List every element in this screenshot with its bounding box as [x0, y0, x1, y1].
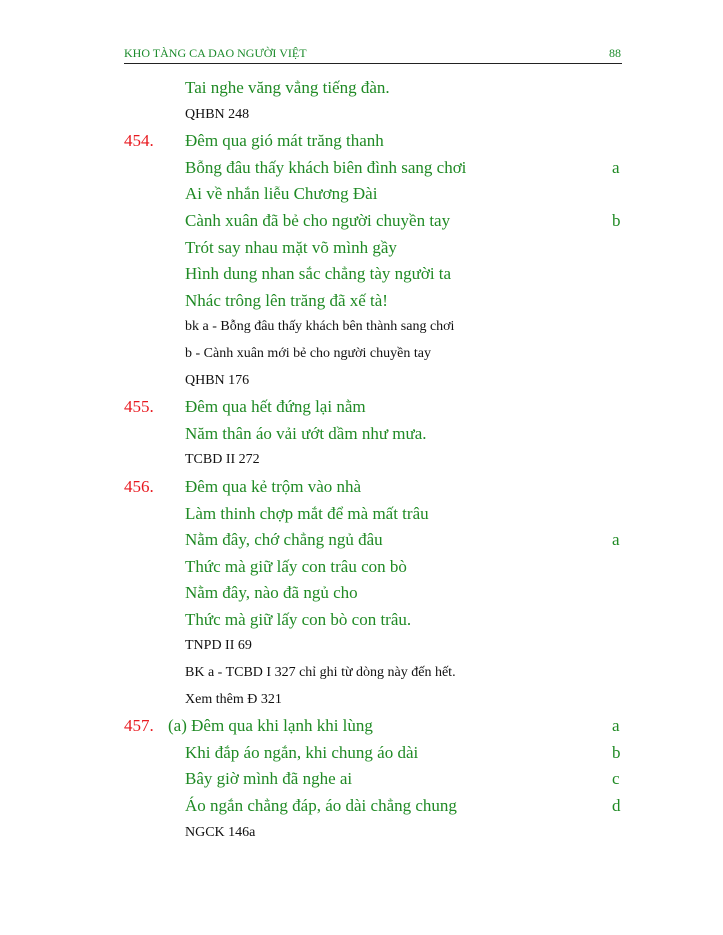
variant-marker: b: [612, 742, 621, 762]
verse-text: Ai về nhắn liễu Chương Đài: [185, 184, 378, 204]
verse-line: [0, 607, 723, 634]
verse-text: Khi đắp áo ngắn, khi chung áo dài: [185, 742, 419, 762]
verse-line: [0, 766, 723, 793]
verse-number: 454.: [124, 131, 154, 151]
variant-marker: b: [612, 210, 621, 230]
page-content: [0, 75, 723, 846]
verse-text: (a) Đêm qua khi lạnh khi lùng: [168, 716, 373, 736]
page-header: [124, 44, 622, 64]
variant-marker: a: [612, 530, 620, 550]
note-text: QHBN 176: [185, 372, 250, 388]
note-text: TNPD II 69: [185, 638, 252, 654]
note-text: QHBN 248: [185, 106, 250, 122]
page-number: 88: [609, 46, 621, 60]
verse-text: Nhác trông lên trăng đã xế tà!: [185, 290, 388, 310]
variant-marker: a: [612, 716, 620, 736]
verse-number: 457.: [124, 716, 154, 736]
verse-line: [0, 155, 723, 182]
source-note-line: [0, 368, 723, 395]
verse-line: [0, 421, 723, 448]
verse-text: Tai nghe văng vẳng tiếng đàn.: [185, 78, 390, 97]
verse-line: [0, 235, 723, 262]
verse-line: [0, 554, 723, 581]
verse-line: [0, 713, 723, 740]
variant-marker: c: [612, 769, 620, 789]
note-text: TCBD II 272: [185, 452, 260, 468]
verse-text: Áo ngắn chẳng đáp, áo dài chẳng chung: [185, 796, 457, 816]
verse-number: 456.: [124, 476, 154, 496]
verse-text: Thức mà giữ lấy con trâu con bò: [185, 556, 407, 576]
verse-line: [0, 580, 723, 607]
verse-line: [0, 288, 723, 315]
verse-text: Nằm đây, nào đã ngủ cho: [185, 583, 358, 603]
note-text: BK a - TCBD I 327 chỉ ghi từ dòng này đến hết.: [185, 665, 456, 681]
verse-text: Bây giờ mình đã nghe ai: [185, 769, 353, 789]
verse-text: Thức mà giữ lấy con bò con trâu.: [185, 609, 412, 629]
verse-text: Nằm đây, chớ chẳng ngủ đâu: [185, 530, 383, 550]
verse-line: [0, 75, 723, 102]
source-note-line: [0, 687, 723, 714]
source-note-line: [0, 820, 723, 847]
running-title: KHO TÀNG CA DAO NGƯỜI VIỆT: [124, 46, 307, 60]
verse-text: Đêm qua gió mát trăng thanh: [185, 131, 384, 151]
verse-line: [0, 128, 723, 155]
verse-text: Bỗng đâu thấy khách biên đình sang chơi: [185, 157, 467, 177]
verse-text: Trót say nhau mặt võ mình gầy: [185, 237, 397, 257]
verse-line: [0, 261, 723, 288]
verse-line: [0, 181, 723, 208]
verse-line: [0, 793, 723, 820]
verse-line: [0, 394, 723, 421]
verse-text: Hình dung nhan sắc chẳng tày người ta: [185, 264, 452, 284]
verse-line: [0, 208, 723, 235]
verse-text: Cành xuân đã bẻ cho người chuyền tay: [185, 210, 451, 230]
source-note-line: [0, 660, 723, 687]
source-note-line: [0, 447, 723, 474]
verse-line: [0, 527, 723, 554]
variant-marker: d: [612, 796, 621, 816]
note-text: b - Cành xuân mới bẻ cho người chuyền tay: [185, 345, 431, 361]
source-note-line: [0, 314, 723, 341]
note-text: NGCK 146a: [185, 824, 256, 840]
verse-text: Đêm qua kẻ trộm vào nhà: [185, 476, 362, 496]
note-text: Xem thêm Đ 321: [185, 691, 282, 707]
verse-number: 455.: [124, 397, 154, 417]
verse-line: [0, 740, 723, 767]
source-note-line: [0, 341, 723, 368]
note-text: bk a - Bỗng đâu thấy khách bên thành sang chơi: [185, 319, 455, 335]
variant-marker: a: [612, 157, 620, 177]
verse-line: [0, 474, 723, 501]
verse-line: [0, 501, 723, 528]
source-note-line: [0, 633, 723, 660]
verse-text: Làm thinh chợp mắt để mà mất trâu: [185, 503, 429, 523]
verse-text: Đêm qua hết đứng lại nằm: [185, 397, 366, 417]
source-note-line: [0, 102, 723, 129]
verse-text: Năm thân áo vải ướt dầm như mưa.: [185, 423, 427, 443]
